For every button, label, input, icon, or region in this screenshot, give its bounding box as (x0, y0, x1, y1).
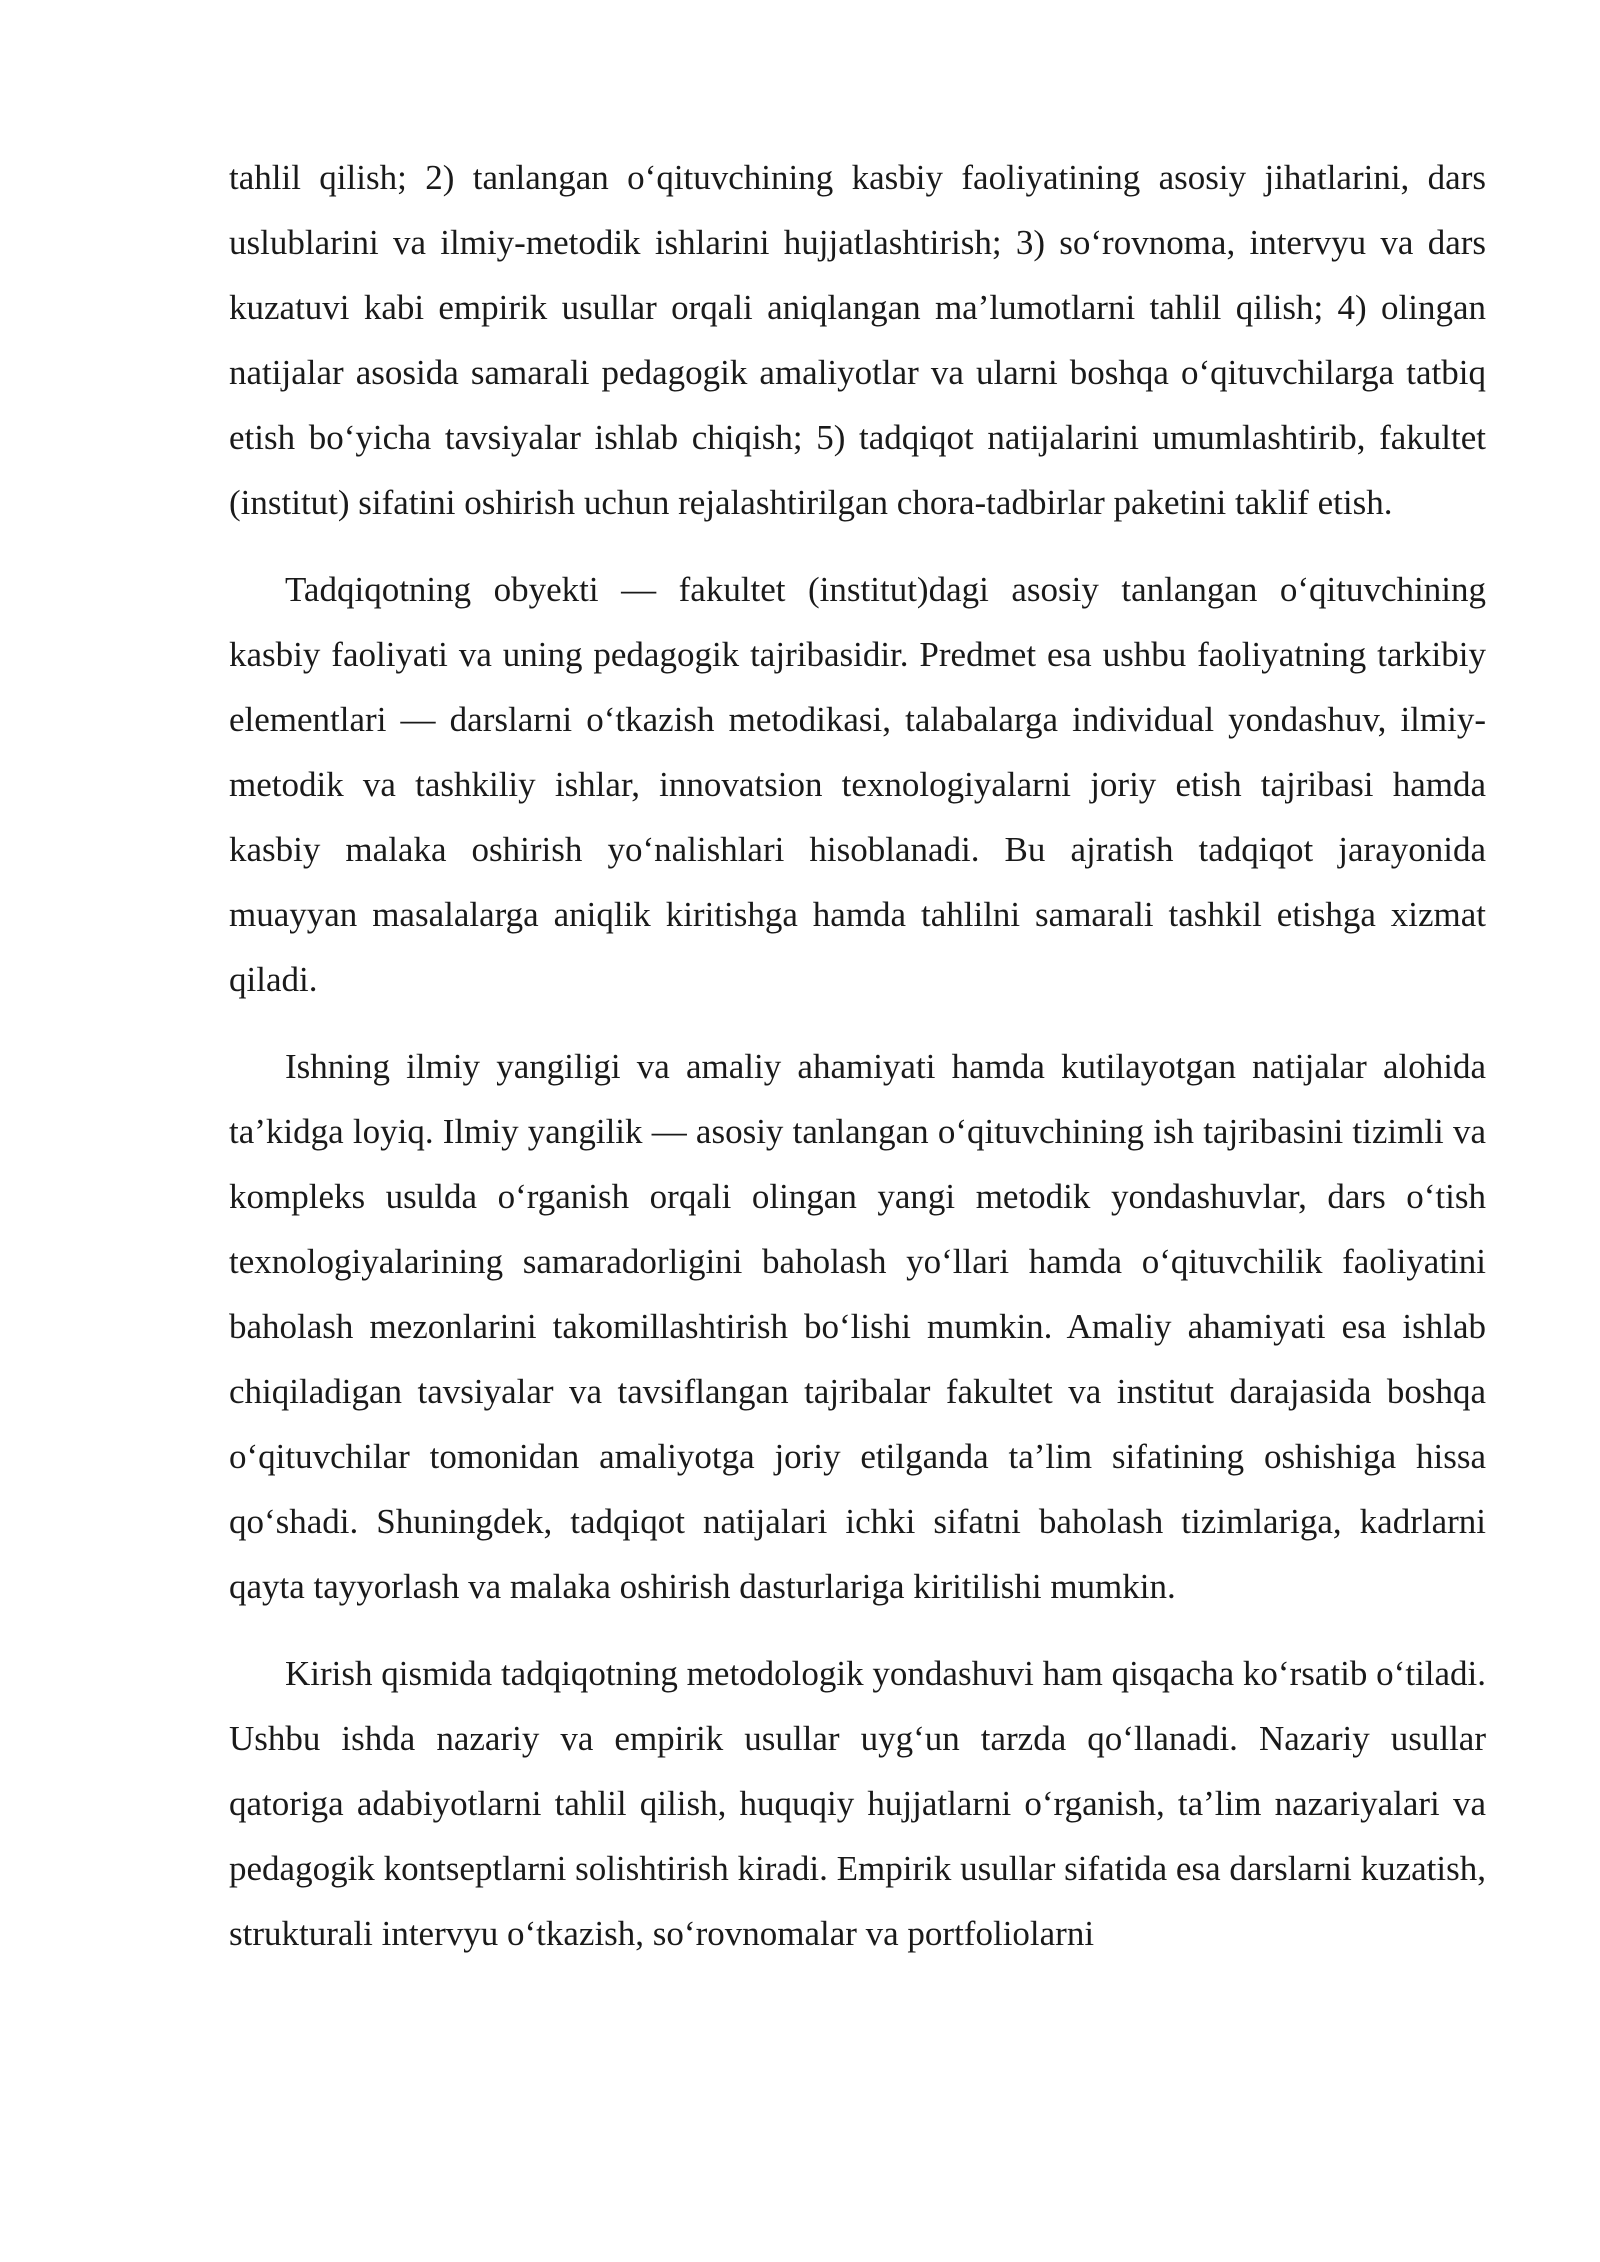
paragraph-scientific-novelty: Ishning ilmiy yangiligi va amaliy ahamiyati hamda kutilayotgan natijalar alohida ta’kidga loyiq. Ilmiy yangilik — asosiy tanlangan o‘qituvchining ish tajribasini tizimli va kompleks usulda o‘rganish orqali olingan yangi metodik yondashuvlar, dars o‘tish texnologiyalarining samaradorligini baholash yo‘llari hamda o‘qituvchilik faoliyatini baholash mezonlarini takomillashtirish bo‘lishi mumkin. Amaliy ahamiyati esa ishlab chiqiladigan tavsiyalar va tavsiflangan tajribalar fakultet va institut darajasida boshqa o‘qituvchilar tomonidan amaliyotga joriy etilganda ta’lim sifatining oshishiga hissa qo‘shadi. Shuningdek, tadqiqot natijalari ichki sifatni baholash tizimlariga, kadrlarni qayta tayyorlash va malaka oshirish dasturlariga kiritilishi mumkin. (229, 1047, 1486, 1606)
paragraph-methodology: Kirish qismida tadqiqotning metodologik yondashuvi ham qisqacha ko‘rsatib o‘tiladi. Ushbu ishda nazariy va empirik usullar uyg‘un tarzda qo‘llanadi. Nazariy usullar qatoriga adabiyotlarni tahlil qilish, huquqiy hujjatlarni o‘rganish, ta’lim nazariyalari va pedagogik kontseptlarni solishtirish kiradi. Empirik usullar sifatida esa darslarni kuzatish, strukturali intervyu o‘tkazish, so‘rovnomalar va portfoliolarni (229, 1654, 1486, 1953)
paragraph-research-object: Tadqiqotning obyekti — fakultet (institut)dagi asosiy tanlangan o‘qituvchining kasbiy faoliyati va uning pedagogik tajribasidir. Predmet esa ushbu faoliyatning tarkibiy elementlari — darslarni o‘tkazish metodikasi, talabalarga individual yondashuv, ilmiy-metodik va tashkiliy ishlar, innovatsion texnologiyalarni joriy etish tajribasi hamda kasbiy malaka oshirish yo‘nalishlari hisoblanadi. Bu ajratish tadqiqot jarayonida muayyan masalalarga aniqlik kiritishga hamda tahlilni samarali tashkil etishga xizmat qiladi. (229, 570, 1486, 999)
paragraph-continuation: tahlil qilish; 2) tanlangan o‘qituvchining kasbiy faoliyatining asosiy jihatlarini, dars uslublarini va ilmiy-metodik ishlarini hujjatlashtirish; 3) so‘rovnoma, intervyu va dars kuzatuvi kabi empirik usullar orqali aniqlangan ma’lumotlarni tahlil qilish; 4) olingan natijalar asosida samarali pedagogik amaliyotlar va ularni boshqa o‘qituvchilarga tatbiq etish bo‘yicha tavsiyalar ishlab chiqish; 5) tadqiqot natijalarini umumlashtirib, fakultet (institut) sifatini oshirish uchun rejalashtirilgan chora-tadbirlar paketini taklif etish. (229, 158, 1486, 522)
document-page (229, 145, 1486, 1988)
